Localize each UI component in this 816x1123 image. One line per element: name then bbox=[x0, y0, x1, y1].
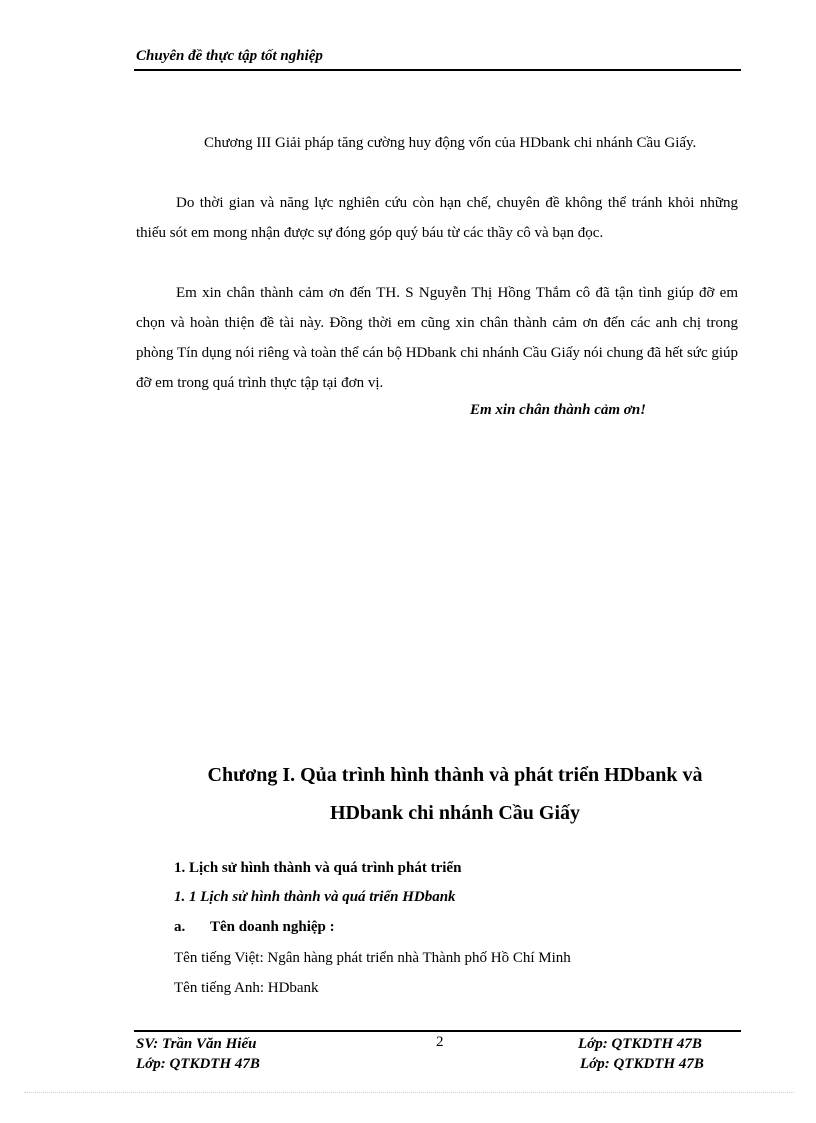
chapter-title bbox=[150, 756, 760, 832]
item-label-a: a. bbox=[174, 919, 186, 935]
item-text-a: Tên doanh nghiệp : bbox=[210, 919, 335, 935]
vietnamese-name-line: Tên tiếng Việt: Ngân hàng phát triển nhà Thành phố Hồ Chí Minh bbox=[174, 950, 571, 966]
chapter-title-line-1: Chương I. Qủa trình hình thành và phát triển HDbank và bbox=[207, 764, 703, 786]
header-divider bbox=[134, 69, 741, 71]
running-header: Chuyên đề thực tập tốt nghiệp bbox=[136, 48, 323, 64]
section-heading-1: 1. Lịch sử hình thành và quá trình phát triển bbox=[174, 860, 462, 876]
footer-class-left: Lớp: QTKDTH 47B bbox=[136, 1056, 260, 1072]
subsection-heading-1-1: 1. 1 Lịch sử hình thành và quá triển HDbank bbox=[174, 889, 456, 905]
footer-class-right-2: Lớp: QTKDTH 47B bbox=[580, 1056, 704, 1072]
chapter-title-line-2: HDbank chi nhánh Cầu Giấy bbox=[329, 802, 581, 824]
body-paragraph-acknowledgement: Em xin chân thành cảm ơn đến TH. S Nguyễn Thị Hồng Thắm cô đã tận tình giúp đỡ em chọn và hoàn thiện đề tài này. Đồng thời em cũng xin chân thành cảm ơn đến các anh chị trong phòng Tín dụng nói riêng và toàn thể cán bộ HDbank chi nhánh Cầu Giấy nói chung đã hết sức giúp đỡ em trong quá trình thực tập tại đơn vị. bbox=[136, 285, 738, 391]
page-boundary bbox=[24, 1092, 794, 1093]
page-number: 2 bbox=[436, 1034, 444, 1050]
item-heading-a bbox=[174, 919, 335, 936]
footer-student: SV: Trần Văn Hiếu bbox=[136, 1036, 257, 1052]
footer-divider bbox=[134, 1030, 741, 1032]
english-name-line: Tên tiếng Anh: HDbank bbox=[174, 980, 319, 996]
body-paragraph-limitations: Do thời gian và năng lực nghiên cứu còn hạn chế, chuyên đề không thể tránh khỏi những thiếu sót em mong nhận được sự đóng góp quý báu từ các thầy cô và bạn đọc. bbox=[136, 195, 738, 241]
body-paragraph-chapter3: Chương III Giải pháp tăng cường huy động vốn của HDbank chi nhánh Cầu Giấy. bbox=[204, 135, 697, 151]
footer-class-right-1: Lớp: QTKDTH 47B bbox=[578, 1036, 702, 1052]
thanks-line: Em xin chân thành cảm ơn! bbox=[470, 402, 647, 418]
